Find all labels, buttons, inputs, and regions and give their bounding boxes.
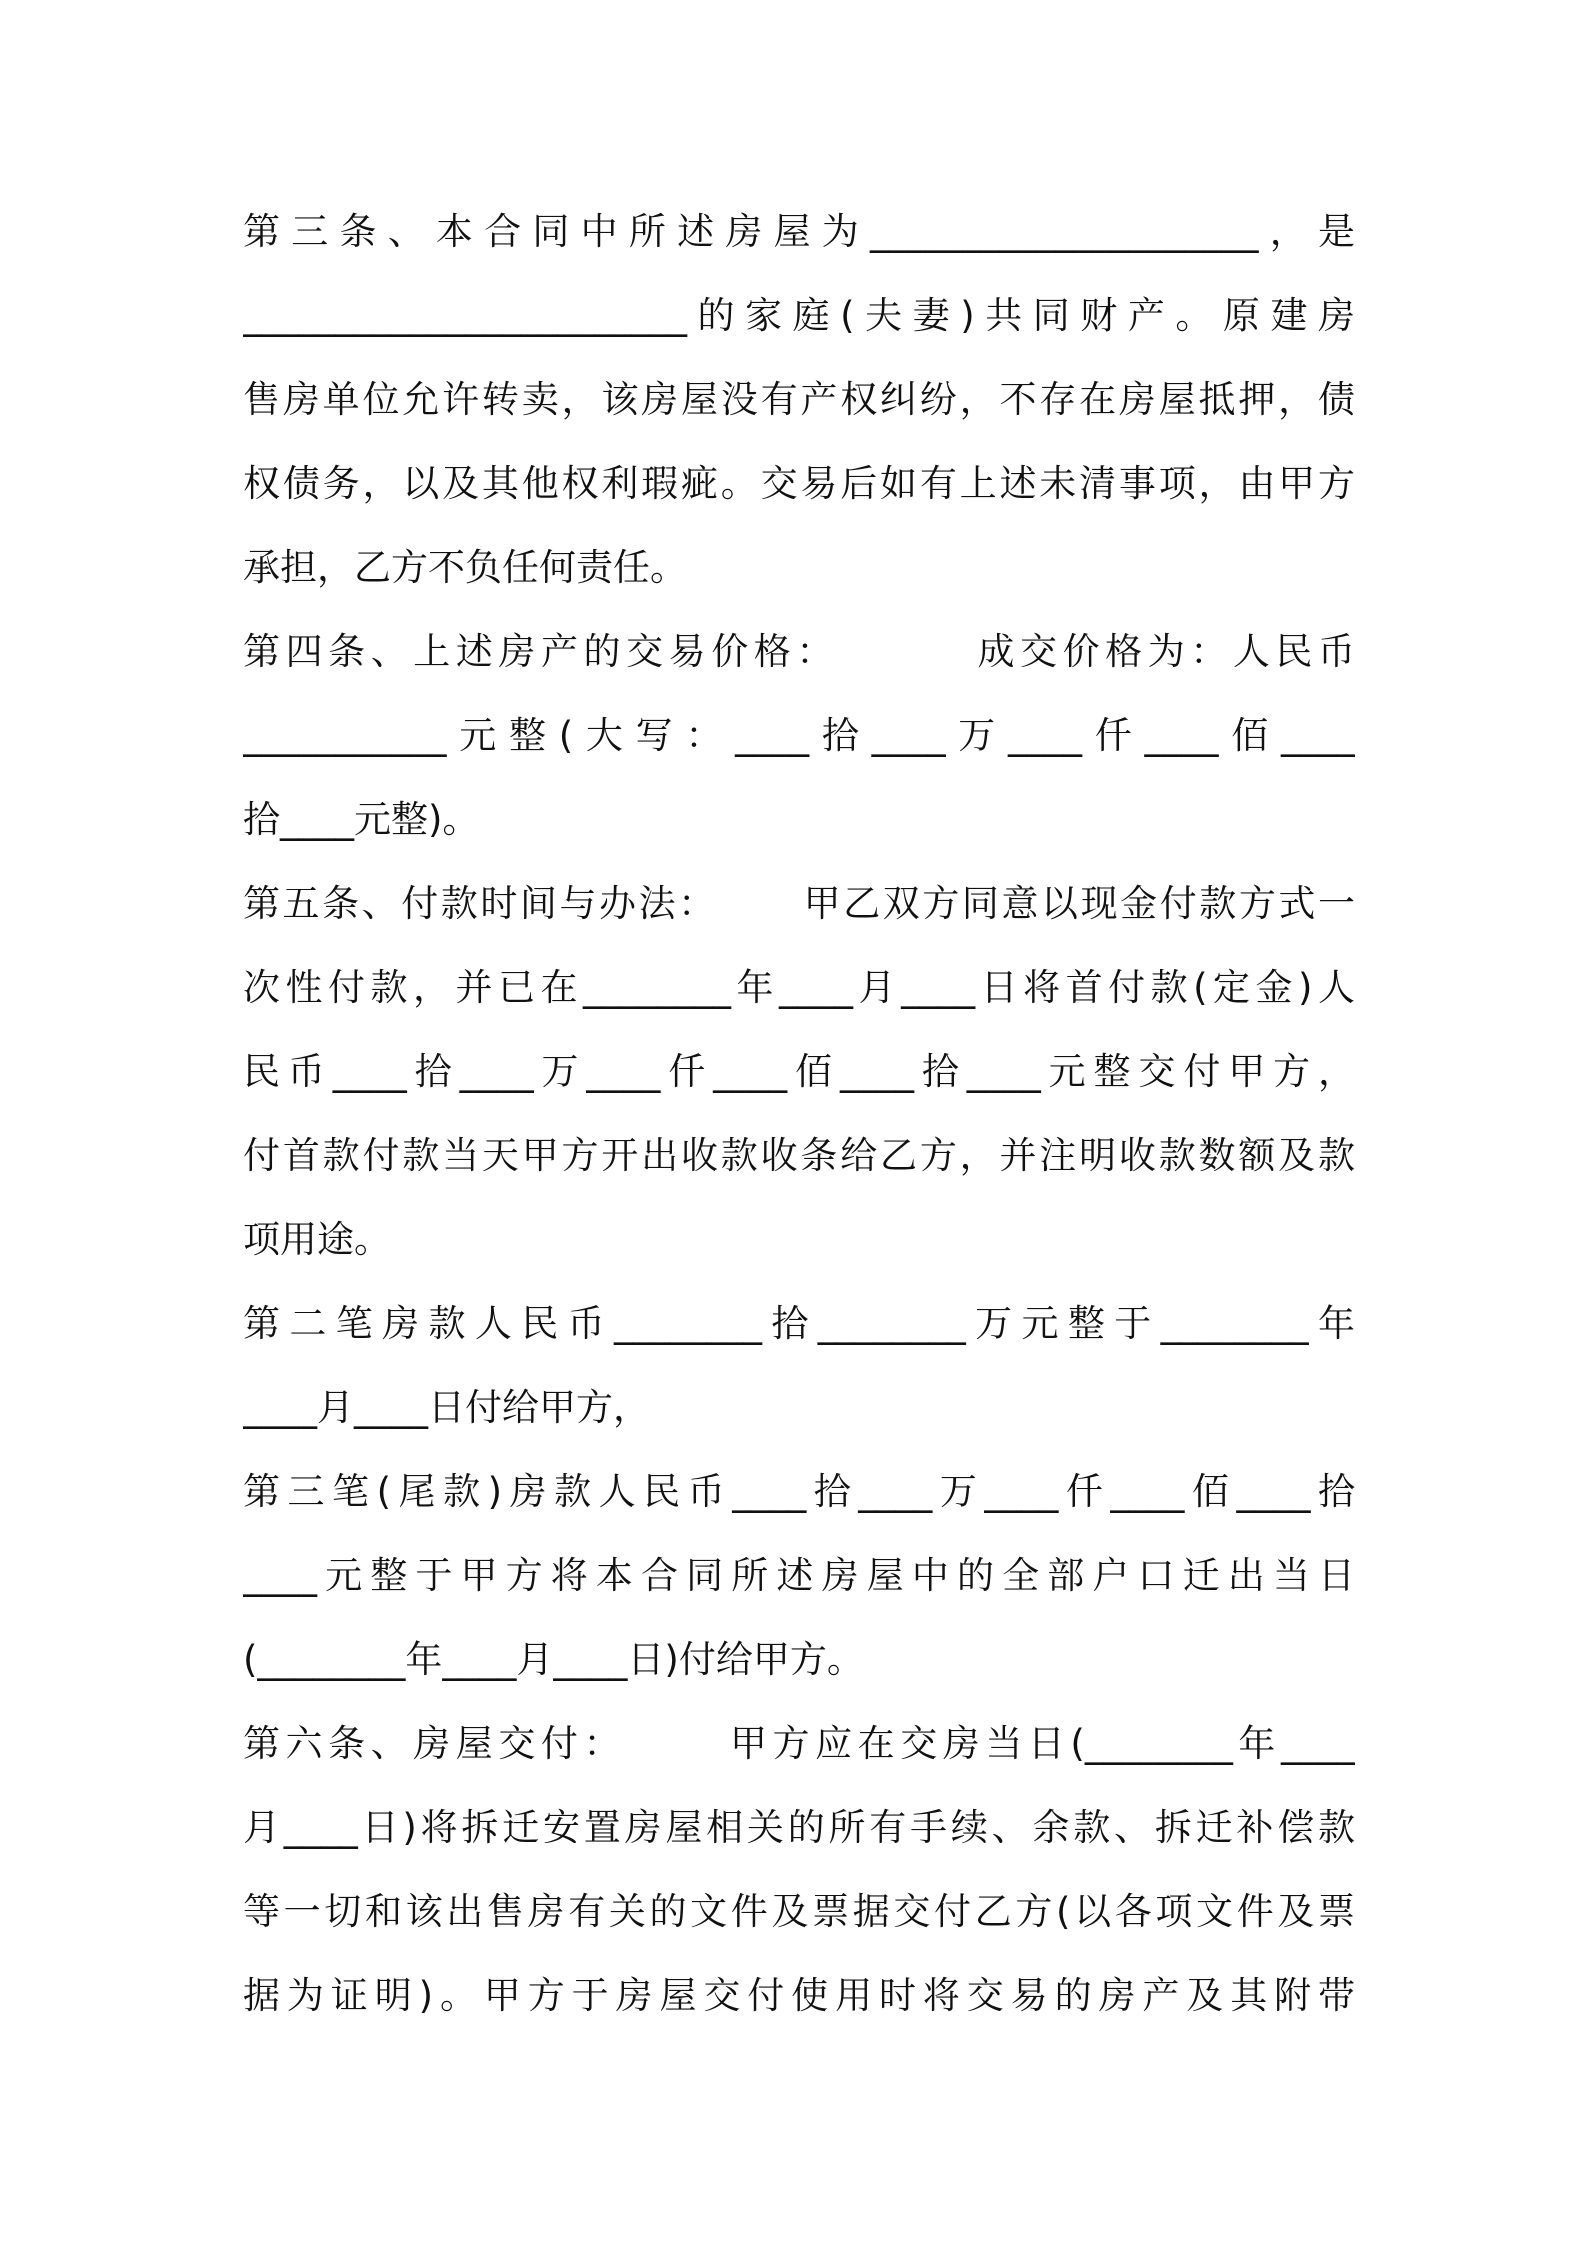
text-line: ________________________的家庭(夫妻)共同财产。原建房 bbox=[243, 294, 1355, 337]
text-line: 拾____元整)。 bbox=[243, 798, 480, 841]
text-line: ___________元整(大写：____拾____万____仟____佰____ bbox=[243, 714, 1355, 757]
text-line: 第三条、本合同中所述房屋为_____________________，是 bbox=[243, 210, 1355, 253]
text-line: 售房单位允许转卖，该房屋没有产权纠纷，不存在房屋抵押，债 bbox=[243, 378, 1355, 421]
text-line: 次性付款，并已在________年____月____日将首付款(定金)人 bbox=[243, 966, 1355, 1009]
text-line: 第三笔(尾款)房款人民币____拾____万____仟____佰____拾 bbox=[243, 1470, 1355, 1513]
text-line: 第二笔房款人民币________拾________万元整于________年 bbox=[243, 1302, 1355, 1345]
text-line: 权债务，以及其他权利瑕疵。交易后如有上述未清事项，由甲方 bbox=[243, 462, 1355, 505]
text-line: (________年____月____日)付给甲方。 bbox=[243, 1638, 864, 1681]
text-line: 民币____拾____万____仟____佰____拾____元整交付甲方， bbox=[243, 1050, 1355, 1093]
text-line: 项用途。 bbox=[243, 1218, 391, 1261]
text-line: 等一切和该出售房有关的文件及票据交付乙方(以各项文件及票 bbox=[243, 1890, 1355, 1933]
text-line: 据为证明)。甲方于房屋交付使用时将交易的房产及其附带 bbox=[243, 1974, 1355, 2017]
text-line: 第六条、房屋交付： 甲方应在交房当日(________年____ bbox=[243, 1722, 1355, 1765]
text-line: 第四条、上述房产的交易价格： 成交价格为：人民币 bbox=[243, 630, 1355, 673]
text-line: 第五条、付款时间与办法： 甲乙双方同意以现金付款方式一 bbox=[243, 882, 1355, 925]
text-line: ____月____日付给甲方， bbox=[243, 1386, 650, 1429]
text-line: 承担，乙方不负任何责任。 bbox=[243, 546, 687, 589]
text-line: 月____日)将拆迁安置房屋相关的所有手续、余款、拆迁补偿款 bbox=[243, 1806, 1355, 1849]
text-line: ____元整于甲方将本合同所述房屋中的全部户口迁出当日 bbox=[243, 1554, 1355, 1597]
contract-body bbox=[243, 190, 1355, 2038]
text-line: 付首款付款当天甲方开出收款收条给乙方，并注明收款数额及款 bbox=[243, 1134, 1355, 1177]
